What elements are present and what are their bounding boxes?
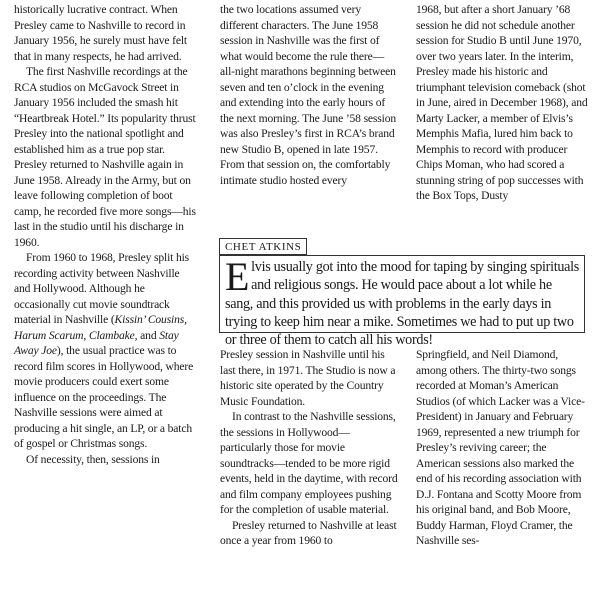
quote-drop-cap: E: [225, 254, 250, 299]
col1-p3-text-a: From 1960 to 1968, Presley split his recording activity between Nashville and Hollywood. Although he occasionally cut movie soundtrack material in Nashville (: [14, 251, 190, 326]
column-4: [220, 347, 398, 549]
column-2: [220, 2, 398, 188]
quote-attribution-label: CHET ATKINS: [219, 238, 307, 255]
column-3: [416, 2, 590, 204]
col4-paragraph-2: In contrast to the Nashville sessions, the sessions in Hollywood—particularly those for movie soundtracks—tended to be more rigid events, held in the daytime, with record and film company employees pushing for the completion of usable material.: [220, 410, 398, 516]
col1-paragraph-2: The first Nashville recordings at the RCA studios on McGavock Street in January 1956 included the smash hit “Heartbreak Hotel.” Its popularity thrust Presley into the national spotlight and established him as a true pop star. Presley returned to Nashville again in June 1958. Already in the Army, but on leave following completion of boot camp, he recorded five more songs—his last in the studio until his discharge in 1960.: [14, 65, 196, 249]
quote-body: lvis usually got into the mood for taping by singing spirituals and religious songs. He would pace about a lot while he sang, and this provided us with problems in the early days in trying to keep him near a mike. Sometimes we had to put up two or three of them to catch all his words!: [225, 259, 580, 349]
col1-p3-text-c: ), the usual practice was to record film scores in Hollywood, where movie producers could exert some influence on the proceedings. The Nashville sessions were aimed at producing a hit single, an LP, or a batch of gospel or Christmas songs.: [14, 344, 194, 450]
col2-paragraph-1: the two locations assumed very different characters. The June 1958 session in Nashville was the first of what would become the rule there—all-night marathons beginning between seven and ten o’clock in the evening and extending into the early hours of the next morning. The June ’58 session was also Presley’s first in RCA’s brand new Studio B, opened in late 1957. From that session on, the comfortably intimate studio hosted every: [220, 3, 397, 187]
col5-paragraph-1: Springfield, and Neil Diamond, among others. The thirty-two songs recorded at Moman’s American Studios (of which Lacker was a Vice-President) in January and February 1969, represented a new triumph for Presley’s reviving career; the American sessions also marked the end of his recording association with D.J. Fontana and Scotty Moore from his original band, and Bob Moore, Buddy Harman, Floyd Cramer, the Nashville ses-: [416, 348, 585, 547]
col3-paragraph-1: 1968, but after a short January ’68 session he did not schedule another session for Studio B until June 1970, over two years later. In the interim, Presley made his historic and triumphant television comeback (shot in June, aired in December 1968), and Marty Lacker, a member of Elvis’s Memphis Mafia, lured him back to Memphis to record with producer Chips Moman, who had scored a stunning string of pop successes with the Box Tops, Dusty: [416, 3, 588, 202]
column-1: [14, 2, 198, 467]
pull-quote: [225, 254, 583, 349]
column-5: [416, 347, 590, 549]
col1-p3-film-title: Stay Away Joe: [14, 328, 179, 357]
col4-paragraph-3: Presley returned to Nashville at least once a year from 1960 to: [220, 518, 397, 547]
col1-paragraph-1: historically lucrative contract. When Presley came to Nashville to record in January 1956, he surely must have felt that in many respects, he had arrived.: [14, 3, 187, 63]
col1-p3-film-titles: Kissin’ Cousins, Harum Scarum, Clambake,: [14, 313, 187, 342]
col4-paragraph-1: Presley session in Nashville until his last there, in 1971. The Studio is now a historic site operated by the Country Music Foundation.: [220, 348, 396, 408]
col1-paragraph-4: Of necessity, then, sessions in: [26, 452, 160, 466]
col1-paragraph-3: [14, 250, 198, 452]
col1-p3-text-b: and: [137, 328, 160, 342]
